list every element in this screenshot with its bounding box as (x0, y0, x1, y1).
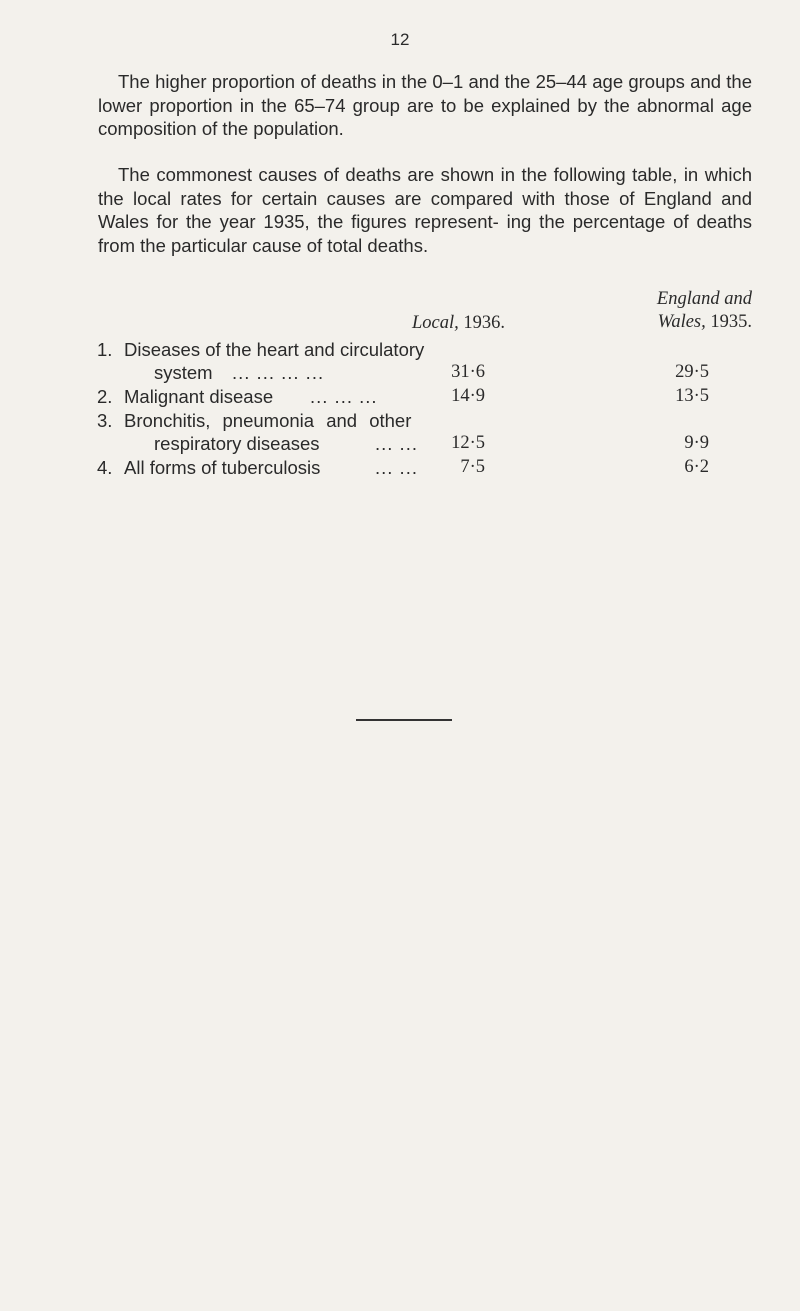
column-header-england-wales (657, 288, 752, 334)
column-header-local-year: 1936. (458, 313, 505, 333)
page-number: 12 (390, 30, 410, 49)
row-value-local: 14·9 (451, 386, 485, 406)
row-value-local: 7·5 (460, 457, 485, 477)
column-header-england-line2-year: 1935. (705, 312, 752, 332)
row-value-england-wales: 9·9 (684, 433, 709, 453)
paragraph-causes-intro: The commonest causes of deaths are shown in the following table, in which the local rates for certain causes are compared with those of England and Wales for the year 1935, the figures represent- ing the percentage of deaths from the particular cause of total deaths. (98, 164, 752, 256)
paragraph-age-groups: The higher proportion of deaths in the 0–1 and the 25–44 age groups and the lower proportion in the 65–74 group are to be explained by the abnormal age composition of the population. (98, 71, 752, 139)
row-label: Bronchitis, pneumonia and other (124, 410, 412, 431)
section-divider-rule (356, 719, 452, 721)
column-header-local-label: Local, (411, 313, 459, 333)
row-number: 3. (97, 410, 113, 431)
row-leader-dots: ... ... ... ... (232, 362, 325, 383)
column-header-england-line1: England and (656, 289, 752, 309)
row-value-england-wales: 6·2 (684, 457, 709, 477)
row-number: 4. (97, 457, 113, 478)
row-leader-dots: ... ... (375, 433, 418, 454)
row-value-local: 12·5 (451, 433, 485, 453)
row-value-england-wales: 13·5 (675, 386, 709, 406)
row-label-continuation: respiratory diseases (154, 433, 320, 454)
column-header-england-line2-label: Wales, (657, 312, 706, 332)
column-header-local (412, 312, 505, 335)
row-label-continuation: system (154, 362, 213, 383)
row-leader-dots: ... ... (375, 457, 418, 478)
row-number: 2. (97, 386, 113, 407)
row-leader-dots: ... ... ... (310, 386, 378, 407)
row-number: 1. (97, 339, 113, 360)
row-label: Diseases of the heart and circulatory (124, 339, 425, 360)
row-label: Malignant disease (124, 386, 274, 407)
row-value-england-wales: 29·5 (675, 362, 709, 382)
row-value-local: 31·6 (451, 362, 485, 382)
row-label: All forms of tuberculosis (124, 457, 321, 478)
